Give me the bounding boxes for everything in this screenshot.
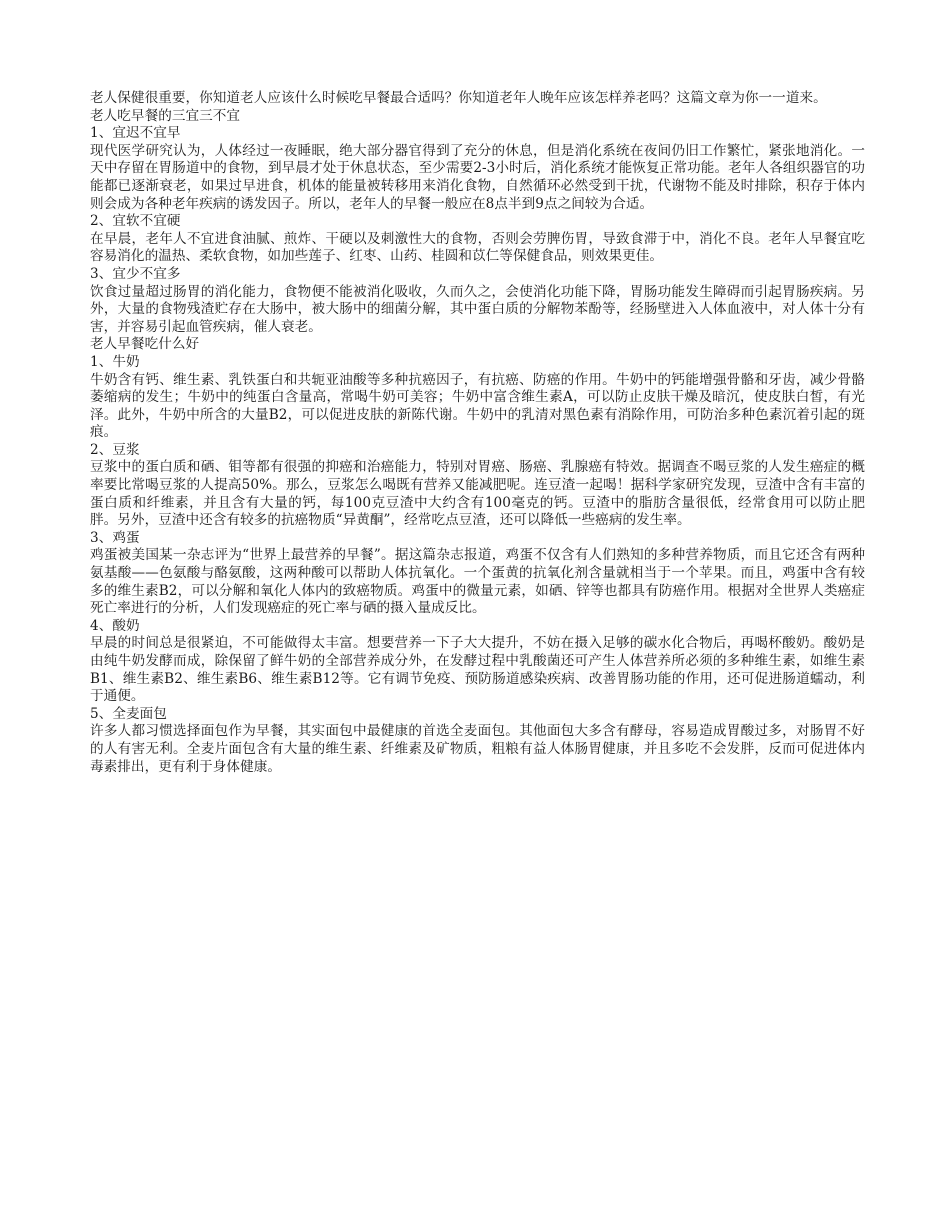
food-paragraph-milk: 牛奶含有钙、维生素、乳铁蛋白和共轭亚油酸等多种抗癌因子，有抗癌、防癌的作用。牛奶中的钙能增强骨骼和牙齿，减少骨骼萎缩病的发生；牛奶中的纯蛋白含量高，常喝牛奶可美容；牛奶中富含维生素A，可以防止皮肤干燥及暗沉，使皮肤白皙，有光泽。此外，牛奶中所含的大量B2，可以促进皮肤的新陈代谢。牛奶中的乳清对黑色素有消除作用，可防治多种色素沉着引起的斑痕。 (90, 371, 865, 441)
section-title-breakfast-foods: 老人早餐吃什么好 (90, 336, 200, 353)
food-heading-yogurt: 4、酸奶 (90, 617, 140, 634)
section-title-breakfast-rules: 老人吃早餐的三宜三不宜 (90, 107, 241, 124)
food-paragraph-egg: 鸡蛋被美国某一杂志评为“世界上最营养的早餐”。据这篇杂志报道，鸡蛋不仅含有人们熟知的多种营养物质，而且它还含有两种氨基酸——色氨酸与酪氨酸，这两种酸可以帮助人体抗氧化。一个蛋黄的抗氧化剂含量就相当于一个苹果。而且，鸡蛋中含有较多的维生素B2，可以分解和氧化人体内的致癌物质。鸡蛋中的微量元素，如硒、锌等也都具有防癌作用。根据对全世界人类癌症死亡率进行的分析，人们发现癌症的死亡率与硒的摄入量成反比。 (90, 547, 865, 617)
food-heading-soymilk: 2、豆浆 (90, 441, 140, 458)
food-paragraph-yogurt: 早晨的时间总是很紧迫，不可能做得太丰富。想要营养一下子大大提升，不妨在摄入足够的碳水化合物后，再喝杯酸奶。酸奶是由纯牛奶发酵而成，除保留了鲜牛奶的全部营养成分外，在发酵过程中乳酸菌还可产生人体营养所必须的多种维生素，如维生素B1、维生素B2、维生素B6、维生素B12等。它有调节免疫、预防肠道感染疾病、改善胃肠功能的作用，还可促进肠道蠕动，利于通便。 (90, 635, 865, 705)
food-heading-milk: 1、牛奶 (90, 353, 140, 370)
food-heading-wholewheat-bread: 5、全麦面包 (90, 705, 167, 722)
rule-heading-2: 2、宜软不宜硬 (90, 213, 181, 230)
rule-paragraph-1: 现代医学研究认为，人体经过一夜睡眠，绝大部分器官得到了充分的休息，但是消化系统在夜间仍旧工作繁忙，紧张地消化。一天中存留在胃肠道中的食物，到早晨才处于休息状态，至少需要2-3小时后，消化系统才能恢复正常功能。老年人各组织器官的功能都已逐渐衰老，如果过早进食，机体的能量被转移用来消化食物，自然循环必然受到干扰，代谢物不能及时排除，积存于体内则会成为各种老年疾病的诱发因子。所以，老年人的早餐一般应在8点半到9点之间较为合适。 (90, 142, 865, 212)
food-paragraph-wholewheat-bread: 许多人都习惯选择面包作为早餐，其实面包中最健康的首选全麦面包。其他面包大多含有酵母，容易造成胃酸过多，对肠胃不好的人有害无利。全麦片面包含有大量的维生素、纤维素及矿物质，粗粮有益人体肠胃健康，并且多吃不会发胖，反而可促进体内毒素排出，更有利于身体健康。 (90, 723, 865, 775)
document-body (90, 90, 865, 776)
rule-heading-1: 1、宜迟不宜早 (90, 125, 181, 142)
intro-paragraph: 老人保健很重要，你知道老人应该什么时候吃早餐最合适吗？你知道老年人晚年应该怎样养老吗？这篇文章为你一一道来。 (90, 90, 827, 106)
rule-heading-3: 3、宜少不宜多 (90, 265, 181, 282)
rule-paragraph-3: 饮食过量超过肠胃的消化能力，食物便不能被消化吸收，久而久之，会使消化功能下降，胃肠功能发生障碍而引起胃肠疾病。另外，大量的食物残渣贮存在大肠中，被大肠中的细菌分解，其中蛋白质的分解物苯酚等，经肠壁进入人体血液中，对人体十分有害，并容易引起血管疾病，催人衰老。 (90, 283, 865, 335)
food-heading-egg: 3、鸡蛋 (90, 529, 140, 546)
rule-paragraph-2: 在早晨，老年人不宜进食油腻、煎炸、干硬以及刺激性大的食物，否则会劳脾伤胃，导致食滞于中，消化不良。老年人早餐宜吃容易消化的温热、柔软食物，如加些莲子、红枣、山药、桂圆和苡仁等保健食品，则效果更佳。 (90, 230, 865, 265)
food-paragraph-soymilk: 豆浆中的蛋白质和硒、钼等都有很强的抑癌和治癌能力，特别对胃癌、肠癌、乳腺癌有特效。据调查不喝豆浆的人发生癌症的概率要比常喝豆浆的人提高50%。那么，豆浆怎么喝既有营养又能减肥呢。连豆渣一起喝！据科学家研究发现，豆渣中含有丰富的蛋白质和纤维素，并且含有大量的钙，每100克豆渣中大约含有100毫克的钙。豆渣中的脂肪含量很低，经常食用可以防止肥胖。另外，豆渣中还含有较多的抗癌物质“异黄酮”，经常吃点豆渣，还可以降低一些癌病的发生率。 (90, 459, 865, 529)
